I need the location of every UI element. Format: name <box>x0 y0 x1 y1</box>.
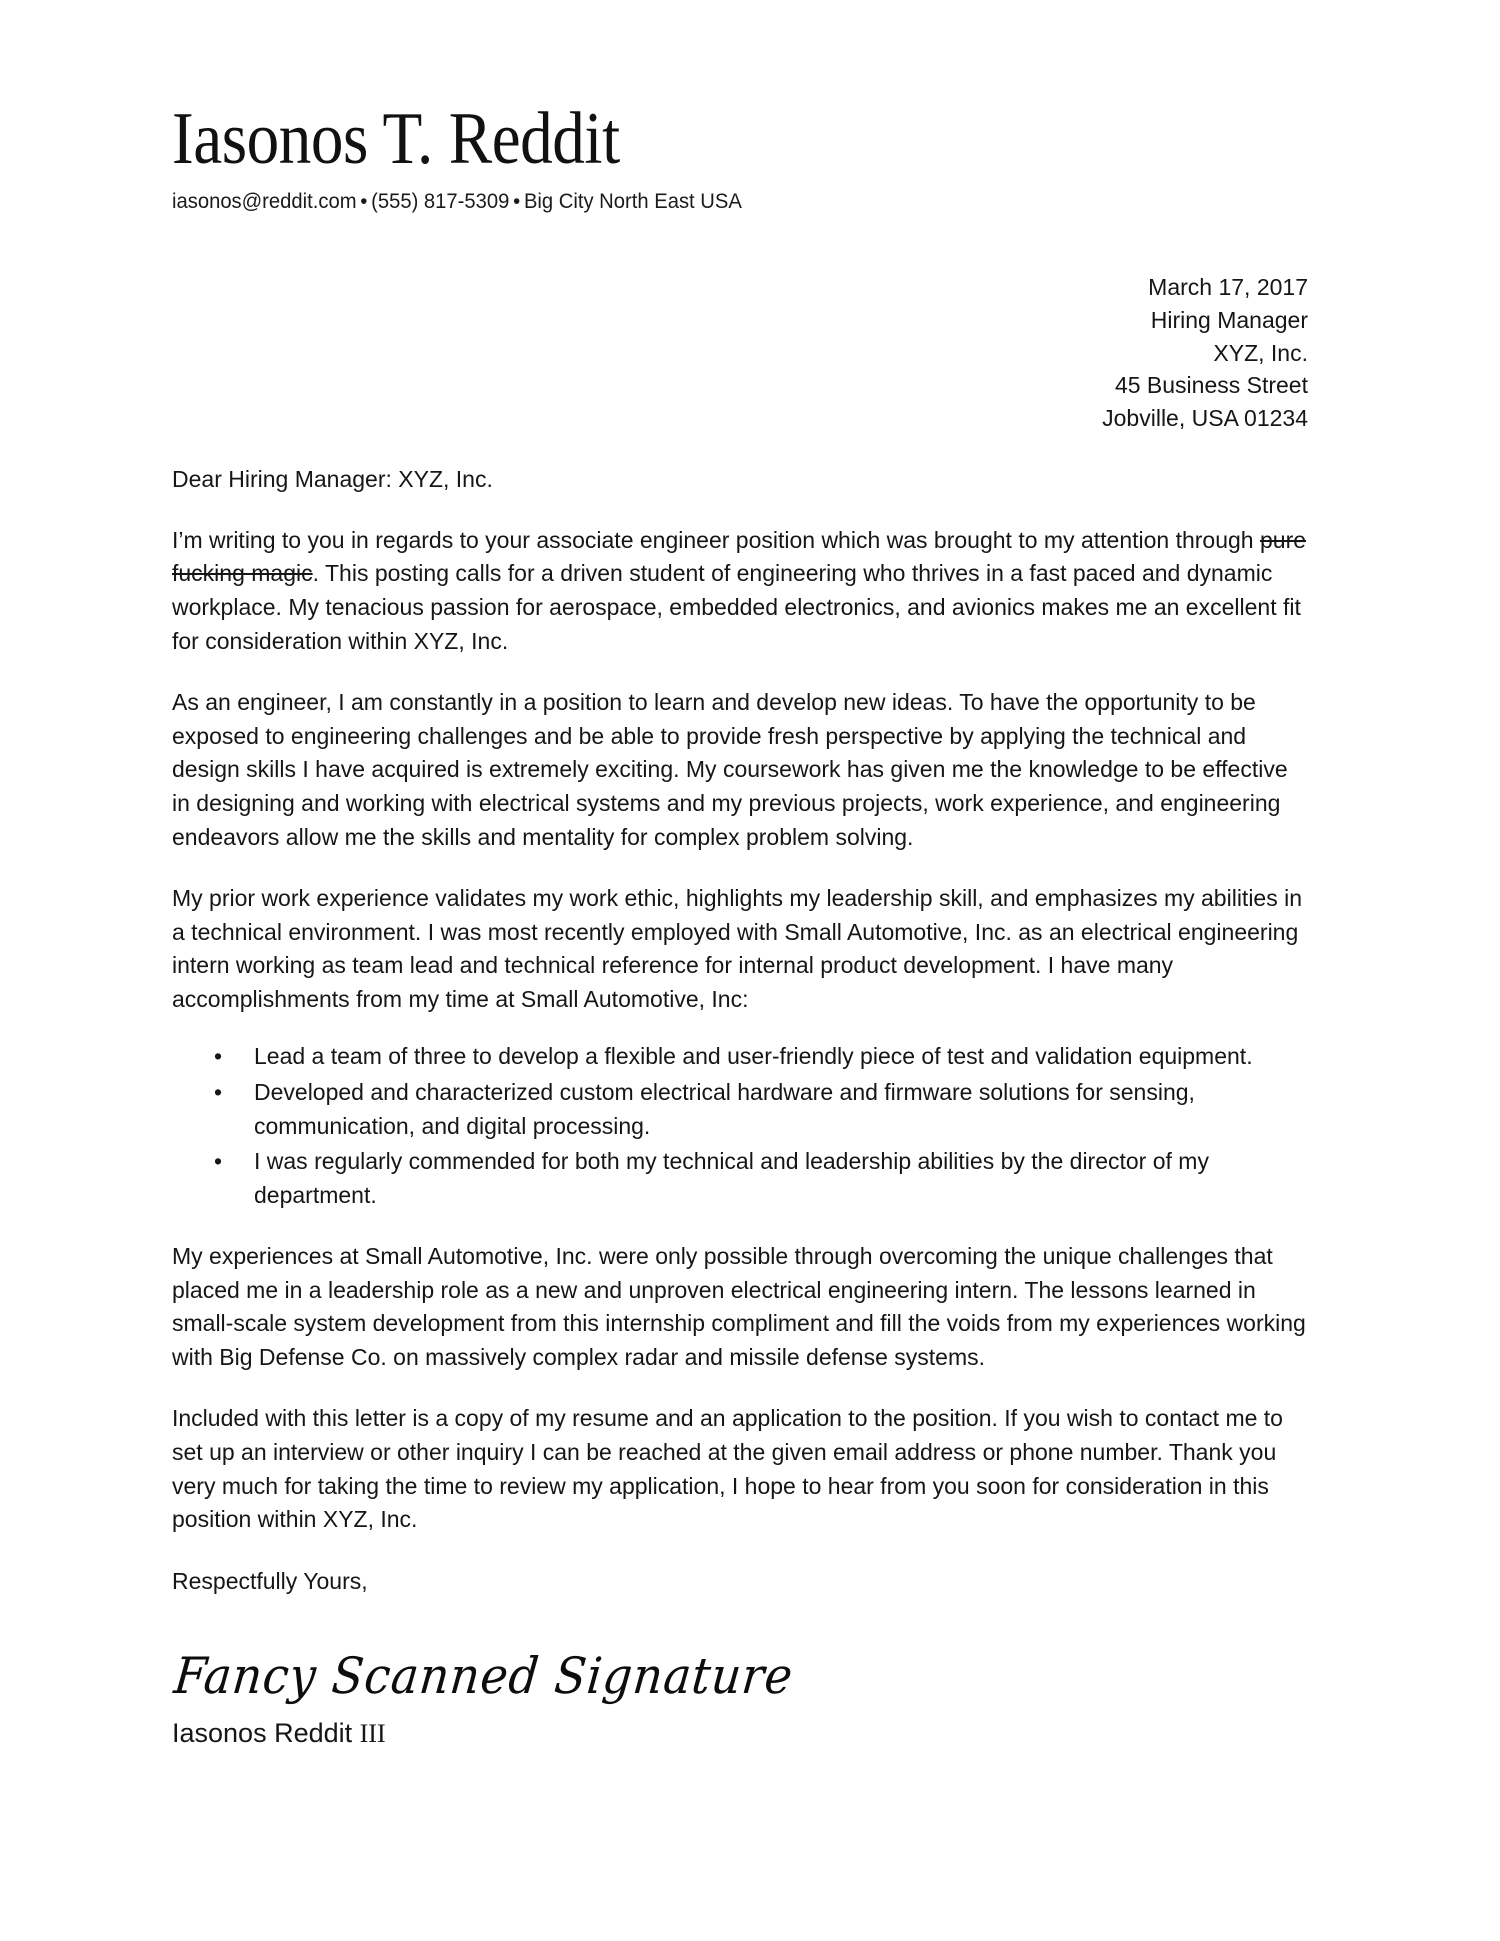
letter-content-column <box>172 0 1308 1749</box>
contact-location: Big City North East USA <box>523 189 742 214</box>
bullet-icon: • <box>214 1148 223 1175</box>
page-title: Iasonos T. Reddit <box>172 98 620 180</box>
recipient-street: 45 Business Street <box>1114 372 1308 399</box>
contact-line <box>172 189 1240 215</box>
accomplishments-list <box>172 1040 1308 1213</box>
valediction: Respectfully Yours, <box>172 1568 368 1595</box>
recipient-city-state-zip: Jobville, USA 01234 <box>1102 405 1308 432</box>
contact-separator-2: • <box>513 189 521 214</box>
contact-separator-1: • <box>360 189 368 214</box>
list-item <box>172 1040 1308 1074</box>
body-paragraph-5: Included with this letter is a copy of my resume and an application to the position. If you wish to contact me to set up an interview or other inquiry I can be reached at the given email address or phone number. Thank you very much for taking the time to review my application, I hope to hear from you soon for consideration in this position within XYZ, Inc. <box>172 1405 1283 1533</box>
contact-email: iasonos@reddit.com <box>172 189 357 214</box>
list-item <box>172 1076 1308 1144</box>
letter-date: March 17, 2017 <box>1148 273 1308 300</box>
paragraph-1-lead-text: I’m writing to you in regards to your associate engineer position which was brought to my attention through <box>172 526 1260 553</box>
body-paragraph-1 <box>172 524 1308 659</box>
recipient-block <box>172 271 1308 435</box>
scanned-signature-image: Fancy Scanned Signature <box>171 1646 796 1705</box>
contact-phone: (555) 817-5309 <box>371 189 510 214</box>
paragraph-1-tail-text: . This posting calls for a driven student of engineering who thrives in a fast paced and dynamic workplace. My tenacious passion for aerospace, embedded electronics, and avionics makes me an excellent fit for consideration within XYZ, Inc. <box>172 560 1301 654</box>
body-paragraph-4: My experiences at Small Automotive, Inc. were only possible through overcoming the unique challenges that placed me in a leadership role as a new and unproven electrical engineering intern. The lessons learned in small-scale system development from this internship compliment and fill the voids from my experiences working with Big Defense Co. on massively complex radar and missile defense systems. <box>172 1242 1306 1371</box>
signer-name <box>172 1717 1308 1749</box>
strikethrough-text: pure fucking magic <box>172 526 1307 587</box>
letterhead <box>172 0 1308 215</box>
list-item-text: I was regularly commended for both my technical and leadership abilities by the director of my department. <box>254 1148 1209 1209</box>
list-item-text: Lead a team of three to develop a flexible and user-friendly piece of test and validation equipment. <box>254 1042 1253 1069</box>
signature-block <box>171 1646 1308 1749</box>
bullet-icon: • <box>214 1078 223 1105</box>
bullet-icon: • <box>214 1042 223 1069</box>
list-item-text: Developed and characterized custom electrical hardware and firmware solutions for sensing, communication, and digital processing. <box>254 1078 1195 1139</box>
recipient-company: XYZ, Inc. <box>1213 339 1308 366</box>
salutation: Dear Hiring Manager: XYZ, Inc. <box>172 466 493 493</box>
signer-suffix: III <box>359 1718 386 1748</box>
body-paragraph-3: My prior work experience validates my work ethic, highlights my leadership skill, and emphasizes my abilities in a technical environment. I was most recently employed with Small Automotive, Inc. as an electrical engineering intern working as team lead and technical reference for internal product development. I have many accomplishments from my time at Small Automotive, Inc: <box>172 884 1303 1013</box>
signer-given-name: Iasonos Reddit <box>172 1717 353 1748</box>
recipient-attention: Hiring Manager <box>1150 306 1308 333</box>
body-paragraph-2: As an engineer, I am constantly in a position to learn and develop new ideas. To have the opportunity to be exposed to engineering challenges and be able to provide fresh perspective by applying the technical and design skills I have acquired is extremely exciting. My coursework has given me the knowledge to be effective in designing and working with electrical systems and my previous projects, work experience, and engineering endeavors allow me the skills and mentality for complex problem solving. <box>172 688 1288 850</box>
list-item <box>172 1145 1308 1213</box>
